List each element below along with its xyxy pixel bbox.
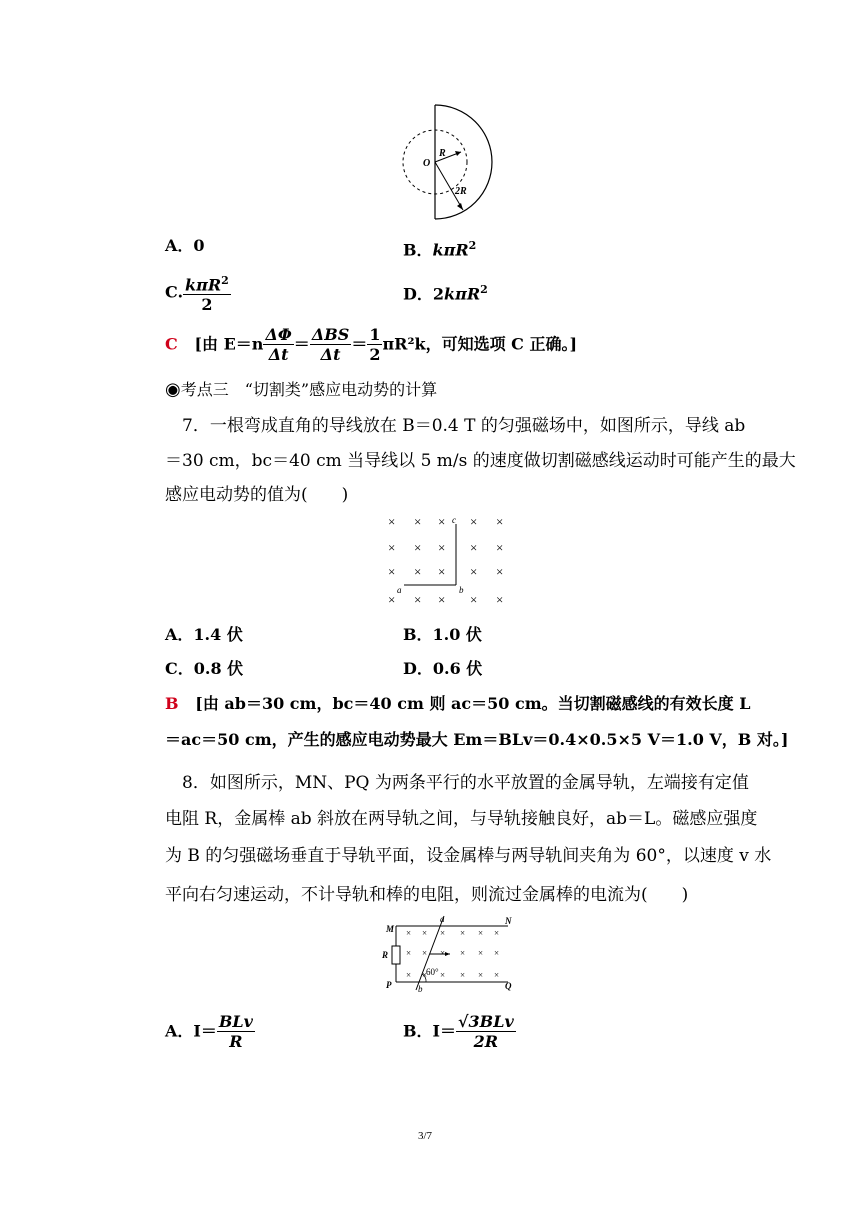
field-cross: × (496, 564, 504, 579)
label-c: c (452, 515, 456, 525)
field-cross: × (406, 970, 412, 980)
field-cross: × (440, 948, 446, 958)
field-cross: × (440, 970, 446, 980)
field-cross: × (470, 592, 478, 607)
q8-option-a: A．I＝ $\frac{\text{BLv}}{R}$ (165, 1012, 253, 1051)
q7-option-d: D．0.6 伏 (403, 659, 483, 678)
field-cross: × (406, 928, 412, 938)
q7-answer-line1: B [由 ab＝30 cm，bc＝40 cm 则 ac＝50 cm。当切割磁感线的有效长度 L (165, 694, 751, 713)
label-P: P (386, 980, 392, 990)
bullet-icon: ◉ (165, 379, 181, 400)
label-Q: Q (505, 981, 512, 991)
field-cross: × (422, 948, 428, 958)
q7-line1: 7．一根弯成直角的导线放在 B＝0.4 T 的匀强磁场中，如图所示，导线 ab (182, 416, 746, 436)
field-cross: × (470, 540, 478, 555)
field-cross: × (440, 928, 446, 938)
field-cross: × (414, 540, 422, 555)
field-cross: × (388, 514, 396, 529)
q8-line2: 电阻 R，金属棒 ab 斜放在两导轨之间，与导轨接触良好，ab＝L。磁感应强度 (165, 809, 758, 829)
semicircle-figure (395, 100, 505, 225)
q6-option-b: B．kπR$^2$ (403, 239, 477, 260)
field-cross: × (494, 948, 500, 958)
field-cross: × (460, 928, 466, 938)
field-cross: × (470, 564, 478, 579)
label-b: b (459, 585, 464, 595)
field-cross: × (414, 592, 422, 607)
field-cross: × (406, 948, 412, 958)
field-cross: × (422, 970, 428, 980)
q7-field-figure (380, 510, 510, 610)
field-cross: × (494, 928, 500, 938)
q7-option-a: A．1.4 伏 (165, 625, 243, 644)
page-number: 3/7 (418, 1130, 433, 1142)
field-cross: × (496, 592, 504, 607)
field-cross: × (388, 540, 396, 555)
label-a: a (440, 914, 445, 924)
label-N: N (505, 916, 512, 926)
answer-letter: B (165, 694, 179, 713)
q8-option-b: B．I＝ $\frac{\text{√3BLv}}{2R}$ (403, 1012, 514, 1051)
answer-letter: C (165, 334, 178, 354)
label-O: O (423, 158, 431, 169)
field-cross: × (460, 948, 466, 958)
field-cross: × (438, 564, 446, 579)
label-angle: 60° (426, 967, 439, 977)
q6-option-c: C. $\frac{k\pi R^2}{2}$ (165, 271, 231, 314)
field-cross: × (388, 564, 396, 579)
q8-line4: 平向右匀速运动，不计导轨和棒的电阻，则流过金属棒的电流为( ) (165, 885, 689, 905)
label-M: M (386, 924, 395, 934)
label-R: R (382, 950, 389, 960)
label-b: b (418, 984, 423, 994)
q7-line2: ＝30 cm，bc＝40 cm 当导线以 5 m/s 的速度做切割磁感线运动时可能产生的最大 (165, 451, 796, 471)
field-cross: × (496, 514, 504, 529)
label-R: R (439, 148, 446, 159)
q8-line3: 为 B 的匀强磁场垂直于导轨平面，设金属棒与两导轨间夹角为 60°，以速度 v 水 (165, 846, 772, 866)
label-a: a (397, 585, 402, 595)
field-cross: × (496, 540, 504, 555)
section-heading: ◉考点三 “切割类”感应电动势的计算 (165, 379, 438, 400)
q7-answer-line2: ＝ac＝50 cm，产生的感应电动势最大 Em＝BLv＝0.4×0.5×5 V＝1.0 V，B 对。] (165, 730, 789, 749)
field-cross: × (388, 592, 396, 607)
field-cross: × (478, 970, 484, 980)
q7-line3: 感应电动势的值为( ) (165, 485, 349, 505)
field-cross: × (478, 948, 484, 958)
q6-option-d: D．2kπR$^2$ (403, 283, 488, 304)
field-cross: × (438, 592, 446, 607)
field-cross: × (438, 540, 446, 555)
field-cross: × (460, 970, 466, 980)
q8-line1: 8．如图所示，MN、PQ 为两条平行的水平放置的金属导轨，左端接有定值 (182, 773, 749, 793)
field-cross: × (438, 514, 446, 529)
q7-option-b: B．1.0 伏 (403, 625, 482, 644)
field-cross: × (422, 928, 428, 938)
q6-answer: C [由 E＝n $\frac{\Delta\Phi}{\Delta t}$ ＝ $\frac{\text{ΔBS}}{\Delta t}$ ＝ $\frac{1}{2}$ πR²k，可知选项 C 正确。] (165, 325, 578, 364)
label-2R: 2R (455, 186, 467, 197)
field-cross: × (494, 970, 500, 980)
field-cross: × (478, 928, 484, 938)
q7-option-c: C．0.8 伏 (165, 659, 244, 678)
q6-option-a: A．0 (165, 236, 205, 255)
field-cross: × (414, 564, 422, 579)
q8-rail-figure (378, 914, 518, 994)
field-cross: × (414, 514, 422, 529)
field-cross: × (470, 514, 478, 529)
